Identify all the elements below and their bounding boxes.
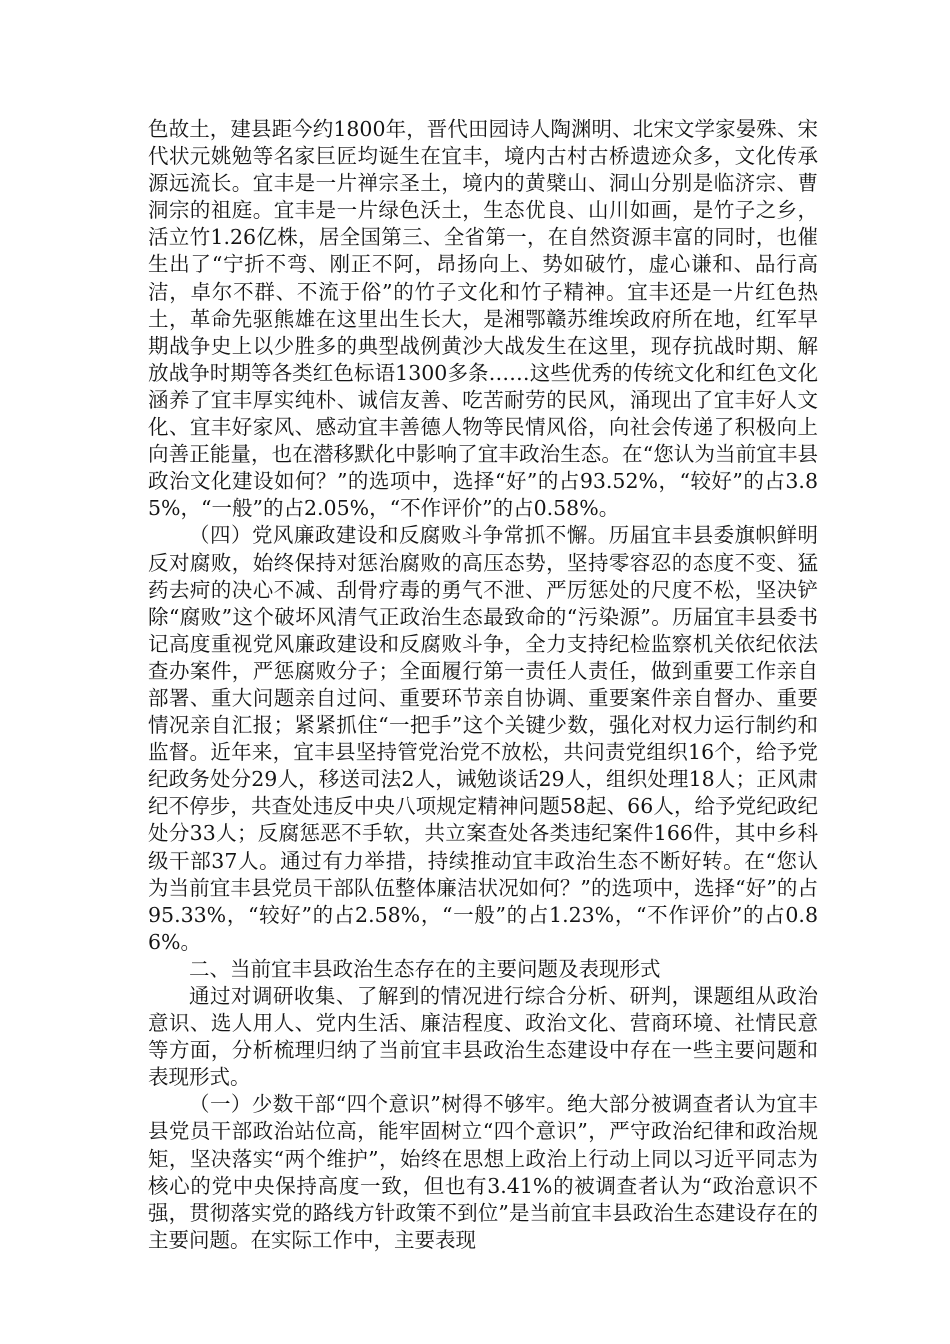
paragraph-four-consciousness: （一）少数干部“四个意识”树得不够牢。绝大部分被调查者认为宜丰县党员干部政治站位高，能牢固树立“四个意识”，严守政治纪律和政治规矩，坚决落实“两个维护”，始终在思想上政治上行动上同以习近平同志为核心的党中央保持高度一致，但也有3.41%的被调查者认为“政治意识不强，贯彻落实党的路线方针政策不到位”是当前宜丰县政治生态建设存在的主要问题。在实际工作中，主要表现	[148, 1092, 818, 1252]
paragraph-culture-intro: 色故土，建县距今约1800年，晋代田园诗人陶渊明、北宋文学家晏殊、宋代状元姚勉等名家巨匠均诞生在宜丰，境内古村古桥遗迹众多，文化传承源远流长。宜丰是一片禅宗圣土，境内的黄檗山、洞山分别是临济宗、曹洞宗的祖庭。宜丰是一片绿色沃土，生态优良、山川如画，是竹子之乡，活立竹1.26亿株，居全国第三、全省第一，在自然资源丰富的同时，也催生出了“宁折不弯、刚正不阿，昂扬向上、势如破竹，虚心谦和、品行高洁，卓尔不群、不流于俗”的竹子文化和竹子精神。宜丰还是一片红色热土，革命先驱熊雄在这里出生长大，是湘鄂赣苏维埃政府所在地，红军早期战争史上以少胜多的典型战例黄沙大战发生在这里，现存抗战时期、解放战争时期等各类红色标语1300多条……这些优秀的传统文化和红色文化涵养了宜丰厚实纯朴、诚信友善、吃苦耐劳的民风，涌现出了宜丰好人文化、宜丰好家风、感动宜丰善德人物等民情风俗，向社会传递了积极向上向善正能量，也在潜移默化中影响了宜丰政治生态。在“您认为当前宜丰县政治文化建设如何？”的选项中，选择“好”的占93.52%，“较好”的占3.85%，“一般”的占2.05%，“不作评价”的占0.58%。	[148, 117, 818, 521]
paragraph-anti-corruption: （四）党风廉政建设和反腐败斗争常抓不懈。历届宜丰县委旗帜鲜明反对腐败，始终保持对惩治腐败的高压态势，坚持零容忍的态度不变、猛药去疴的决心不减、刮骨疗毒的勇气不泄、严厉惩处的尺度不松，坚决铲除“腐败”这个破坏风清气正政治生态最致命的“污染源”。历届宜丰县委书记高度重视党风廉政建设和反腐败斗争，全力支持纪检监察机关依纪依法查办案件，严惩腐败分子；全面履行第一责任人责任，做到重要工作亲自部署、重大问题亲自过问、重要环节亲自协调、重要案件亲自督办、重要情况亲自汇报；紧紧抓住“一把手”这个关键少数，强化对权力运行制约和监督。近年来，宜丰县坚持管党治党不放松，共问责党组织16个，给予党纪政务处分29人，移送司法2人，诫勉谈话29人，组织处理18人；正风肃纪不停步，共查处违反中央八项规定精神问题58起、66人，给予党纪政纪处分33人；反腐惩恶不手软，共立案查处各类违纪案件166件，其中乡科级干部37人。通过有力举措，持续推动宜丰政治生态不断好转。在“您认为当前宜丰县党员干部队伍整体廉洁状况如何？”的选项中，选择“好”的占95.33%，“较好”的占2.58%，“一般”的占1.23%，“不作评价”的占0.86%。	[148, 523, 818, 954]
section-heading-problems: 二、当前宜丰县政治生态存在的主要问题及表现形式	[189, 956, 661, 981]
document-page	[148, 116, 818, 1254]
paragraph-analysis-summary: 通过对调研收集、了解到的情况进行综合分析、研判，课题组从政治意识、选人用人、党内生活、廉洁程度、政治文化、营商环境、社情民意等方面，分析梳理归纳了当前宜丰县政治生态建设中存在一些主要问题和表现形式。	[148, 984, 818, 1090]
